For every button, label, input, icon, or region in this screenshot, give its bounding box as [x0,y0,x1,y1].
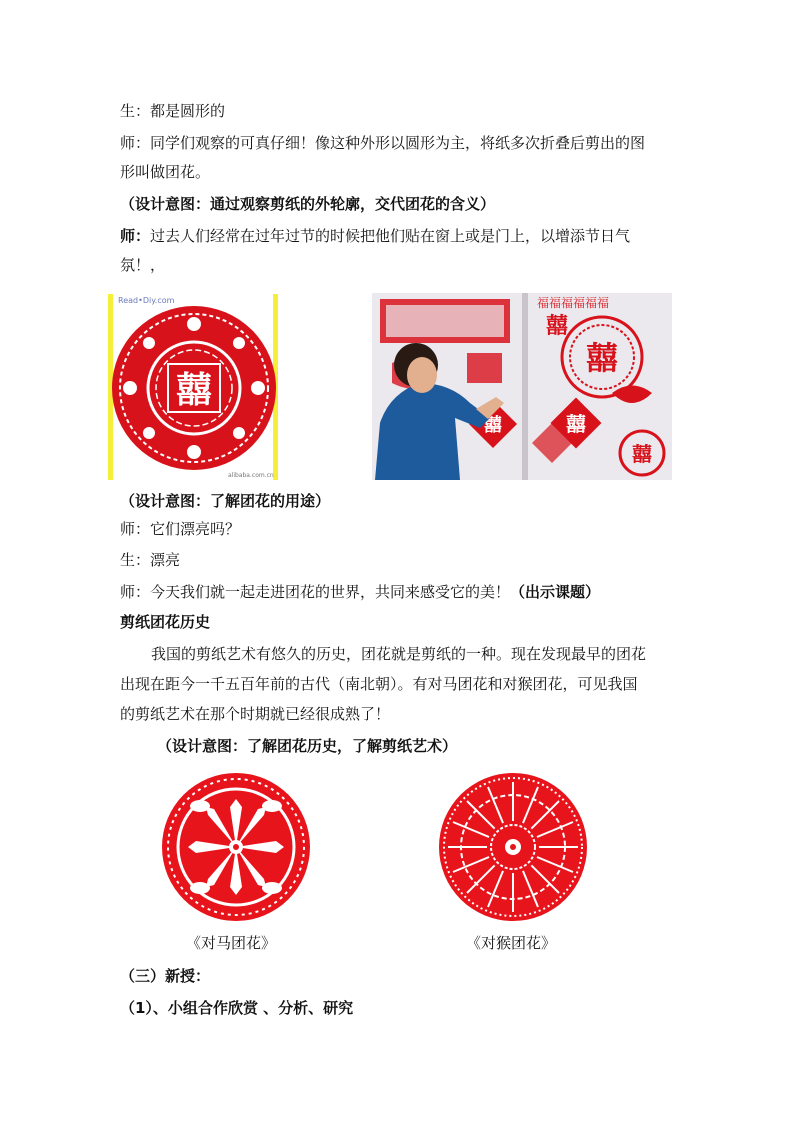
teacher-label: 师： [120,227,151,245]
design-intent-1: （设计意图：通过观察剪纸的外轮廓，交代团花的含义） [120,195,496,213]
show-topic-note: （出示课题） [510,583,601,601]
teacher-remark-line1: 师：同学们观察的可真仔细！像这种外形以圆形为主，将纸多次折叠后剪出的图 [120,134,646,152]
teacher-usage-text: 过去人们经常在过年过节的时候把他们贴在窗上或是门上，以增添节日气 [150,227,631,245]
monkey-tuanhua-image [438,772,588,922]
history-line1: 我国的剪纸艺术有悠久的历史，团花就是剪纸的一种。现在发现最早的团花 [151,645,647,663]
teacher-usage-line1 [120,225,630,247]
teacher-question: 师：它们漂亮吗？ [120,520,241,538]
caption-monkey-tuanhua: 《对猴团花》 [466,934,557,952]
monkey-tuanhua-svg [438,772,588,922]
watermark-bottom: alibaba.com.cn [228,472,274,479]
watermark-top: Read•Diy.com [118,296,175,305]
display-photo-svg [372,293,672,480]
teacher-intro-text: 师：今天我们就一起走进团花的世界，共同来感受它的美！ [120,583,511,601]
design-intent-3: （设计意图：了解团花历史，了解剪纸艺术） [157,737,458,755]
section-heading-history: 剪纸团花历史 [120,613,211,631]
right-char-1: 囍 [585,339,619,377]
student-answer-pretty: 生：漂亮 [120,551,181,569]
student-answer-round: 生：都是圆形的 [120,102,226,120]
tuanhua-paper-cut-svg [108,294,278,480]
double-happiness-char: 囍 [175,370,213,411]
paper-cut-display-photo [372,293,672,480]
teacher-usage-line2: 氛！， [120,256,166,274]
horse-tuanhua-svg [160,772,312,922]
right-char-2: 囍 [545,314,569,339]
tuanhua-paper-cut-image [108,294,278,480]
group-activity: （1）、小组合作欣赏 、分析、研究 [120,999,354,1017]
fu-row: 福福福福福福 [537,296,610,310]
section-new-lesson: （三）新授： [120,967,211,985]
design-intent-2: （设计意图：了解团花的用途） [120,492,331,510]
teacher-remark-line2: 形叫做团花。 [120,163,211,181]
teacher-intro-topic [120,581,600,603]
caption-horse-tuanhua: 《对马团花》 [186,934,277,952]
right-char-4: 囍 [484,415,502,436]
horse-tuanhua-image [160,772,312,922]
right-char-5: 囍 [632,442,652,466]
history-line2: 出现在距今一千五百年前的古代（南北朝）。有对马团花和对猴团花，可见我国 [120,675,638,693]
right-char-3: 囍 [566,412,586,436]
history-line3: 的剪纸艺术在那个时期就已经很成熟了！ [120,705,391,723]
